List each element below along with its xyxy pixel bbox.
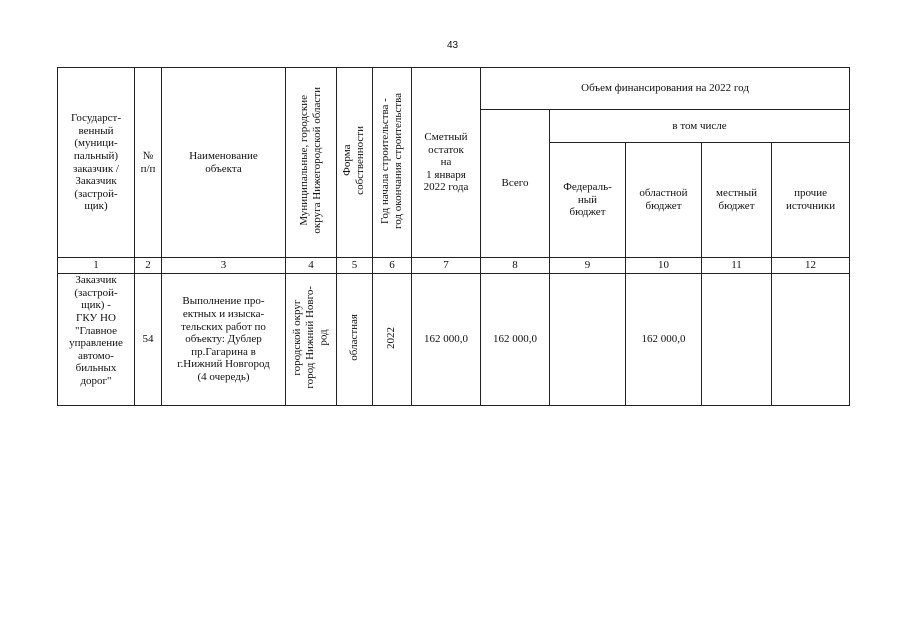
financing-table	[57, 67, 850, 406]
cell-other	[772, 274, 850, 406]
cell-local	[702, 274, 772, 406]
cell-customer: Заказчик (застрой- щик) - ГКУ НО "Главное управление автомо- бильных дорог"	[58, 274, 135, 406]
header-total: Всего	[481, 110, 550, 258]
column-number: 6	[373, 258, 412, 274]
column-number: 8	[481, 258, 550, 274]
cell-years: 2022	[373, 274, 412, 406]
cell-ownership: областная	[337, 274, 373, 406]
column-number: 2	[135, 258, 162, 274]
header-ownership: Форма собственности	[337, 68, 373, 258]
header-local: местный бюджет	[702, 143, 772, 258]
page-number: 43	[446, 40, 459, 51]
header-regional: областной бюджет	[626, 143, 702, 258]
header-municipality: Муниципальные, городские округа Нижегородской области	[286, 68, 337, 258]
column-number-row	[58, 258, 850, 274]
header-other: прочие источники	[772, 143, 850, 258]
column-number: 3	[162, 258, 286, 274]
cell-federal	[550, 274, 626, 406]
header-financing-volume: Объем финансирования на 2022 год	[481, 68, 850, 110]
header-estimated-balance: Сметный остаток на 1 января 2022 года	[412, 68, 481, 258]
column-number: 4	[286, 258, 337, 274]
header-number: № п/п	[135, 68, 162, 258]
column-number: 12	[772, 258, 850, 274]
header-object-name: Наименование объекта	[162, 68, 286, 258]
cell-estimated-balance: 162 000,0	[412, 274, 481, 406]
cell-total: 162 000,0	[481, 274, 550, 406]
header-row-1	[58, 68, 850, 110]
column-number: 7	[412, 258, 481, 274]
column-number: 11	[702, 258, 772, 274]
column-number: 5	[337, 258, 373, 274]
column-number: 10	[626, 258, 702, 274]
cell-regional: 162 000,0	[626, 274, 702, 406]
column-number: 1	[58, 258, 135, 274]
header-federal: Федераль- ный бюджет	[550, 143, 626, 258]
column-number: 9	[550, 258, 626, 274]
header-including: в том числе	[550, 110, 850, 143]
cell-number: 54	[135, 274, 162, 406]
header-customer: Государст- венный (муници- пальный) заказчик / Заказчик (застрой- щик)	[58, 68, 135, 258]
table-row	[58, 274, 850, 406]
cell-municipality: городской округ город Нижний Новго- род	[286, 274, 337, 406]
cell-object-name: Выполнение про- ектных и изыска- тельских работ по объекту: Дублер пр.Гагарина в г.Нижний Новгород (4 очередь)	[162, 274, 286, 406]
header-years: Год начала строительства - год окончания строительства	[373, 68, 412, 258]
